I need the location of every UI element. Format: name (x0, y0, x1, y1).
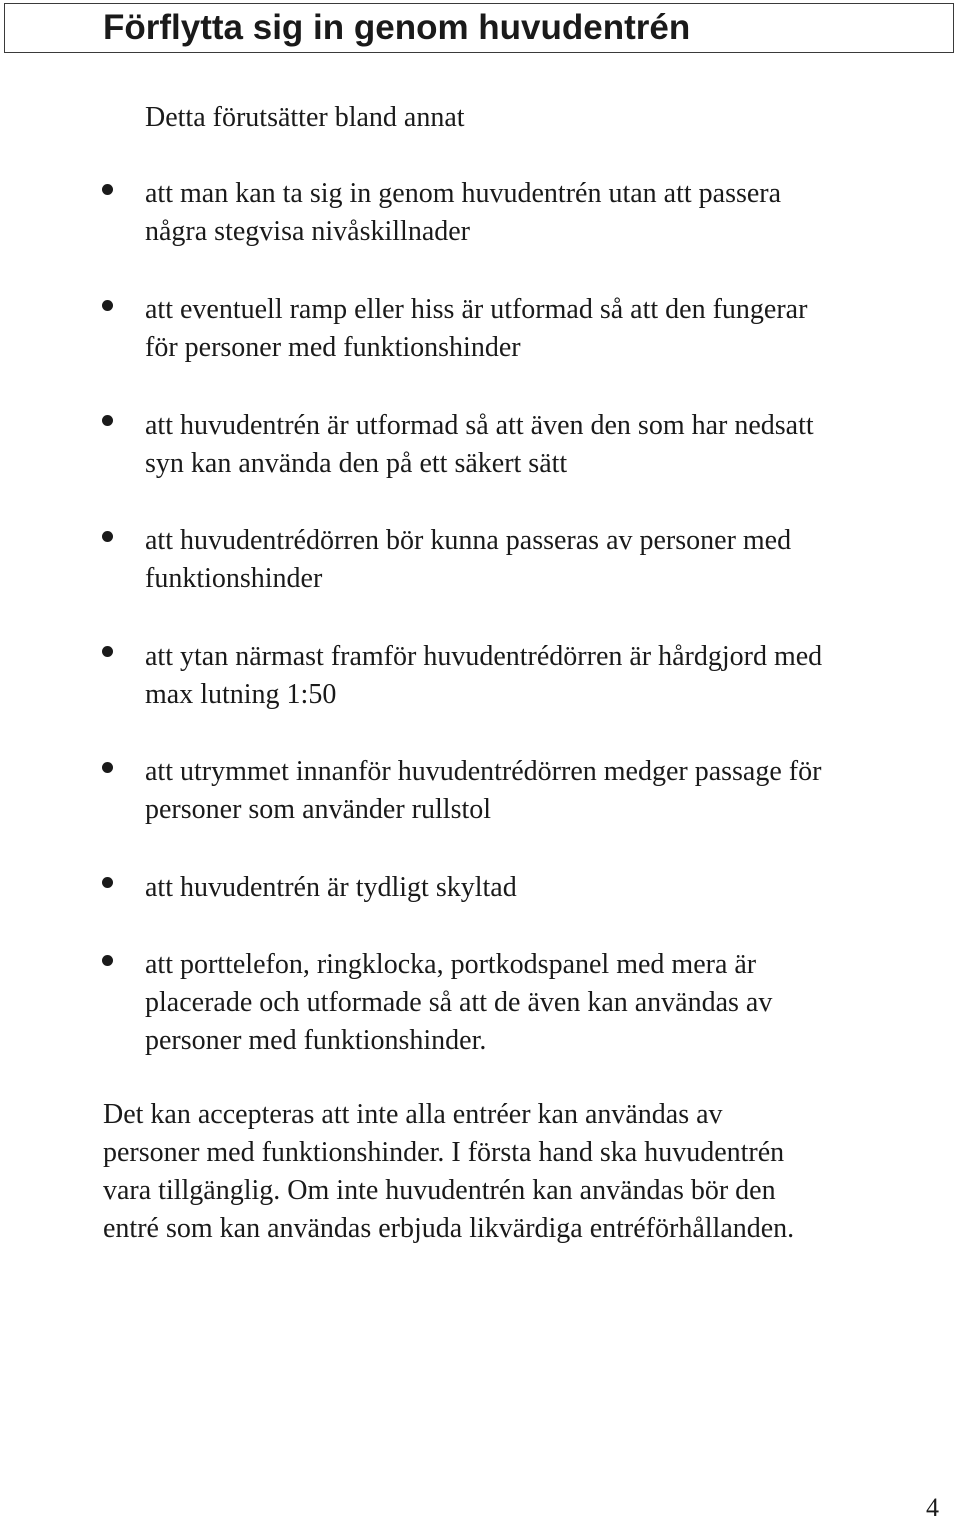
bullet-text: att huvudentrédörren bör kunna passeras av personer med funktionshinder (145, 525, 792, 594)
bullet-dot-icon (102, 300, 113, 311)
bullet-text: att utrymmet innanför huvudentrédörren medger passage för personer som använder rullstol (145, 756, 822, 825)
bullet-dot-icon (102, 646, 113, 657)
intro-text: Detta förutsätter bland annat (145, 102, 465, 133)
closing-paragraph: Det kan accepteras att inte alla entréer kan användas av personer med funktionshinder. I första hand ska huvudentrén vara tillgänglig. Om inte huvudentrén kan användas bör den entré som kan användas erbjuda likvärdiga entréförhållanden. (103, 1099, 795, 1244)
page-number: 4 (926, 1493, 939, 1522)
bullet-text: att huvudentrén är utformad så att även den som har nedsatt syn kan använda den på ett säkert sätt (145, 410, 814, 479)
bullet-dot-icon (102, 184, 113, 195)
bullet-dot-icon (102, 877, 113, 888)
bullet-text: att huvudentrén är tydligt skyltad (145, 872, 517, 903)
bullet-dot-icon (102, 955, 113, 966)
bullet-text: att porttelefon, ringklocka, portkodspanel med mera är placerade och utformade så att de även kan användas av personer med funktionshinder. (145, 949, 773, 1056)
bullet-dot-icon (102, 762, 113, 773)
bullet-text: att man kan ta sig in genom huvudentrén utan att passera några stegvisa nivåskillnader (145, 178, 782, 247)
bullet-dot-icon (102, 415, 113, 426)
bullet-text: att eventuell ramp eller hiss är utformad så att den fungerar för personer med funktionshinder (145, 294, 808, 363)
bullet-text: att ytan närmast framför huvudentrédörren är hårdgjord med max lutning 1:50 (145, 641, 823, 710)
bullet-dot-icon (102, 531, 113, 542)
page-title: Förflytta sig in genom huvudentrén (103, 8, 691, 47)
